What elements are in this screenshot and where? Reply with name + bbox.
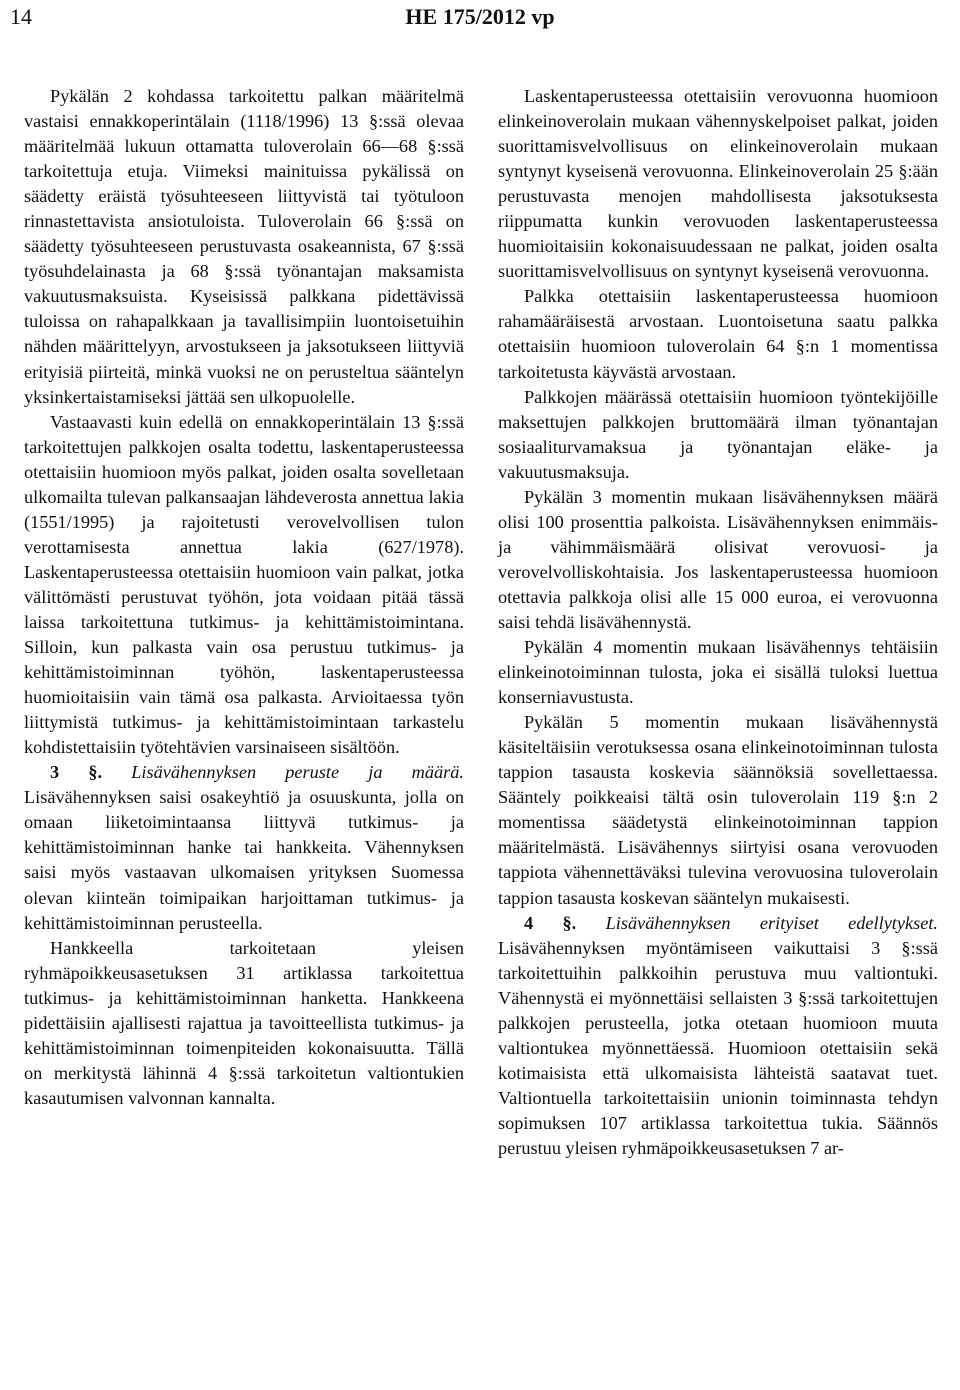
section-3-text: Lisävähennyksen saisi osakeyhtiö ja osuuskunta, jolla on omaan liiketoimintaansa liittyvä tutkimus- ja kehittämistoiminnan hanke tai hankkeita. Vähennyksen saisi myös vastaavan ulkomaisen yrityksen Suomessa olevan kiinteän toimipaikan harjoittaman tutkimus- ja kehittämistoiminnan perusteella. [24,787,464,933]
paragraph-moment-5: Pykälän 5 momentin mukaan lisävähennystä käsiteltäisiin verotuksessa osana elinkeinotoiminnan tulosta tappion tasausta koskevia säännöksiä sovellettaessa. Sääntely poikkeaisi tältä osin tuloverolain 119 §:n 2 momentissa säädetystä elinkeinotoiminnan tappion määritelmästä. Lisävähennys siirtyisi osana verovuoden tappiota vähennettäväksi tulevina verovuosina tuloverolain tappion tasausta koskevan sääntelyn mukaisesti. [498,712,938,908]
page-header [0,0,960,40]
page-number: 14 [10,4,32,29]
section-3-title: Lisävähennyksen peruste ja määrä. [131,762,464,783]
left-column [24,84,464,1111]
section-4-title: Lisävähennyksen erityiset edellytykset. [605,912,938,933]
section-3-paragraph [24,760,464,935]
paragraph-salary-valuation: Palkka otettaisiin laskentaperusteessa huomioon rahamääräisestä arvostaan. Luontoisetuna saatu palkka otettaisiin huomioon tuloverolain 64 §:n 1 momentissa tarkoitetusta käyvästä arvostaan. [498,286,938,382]
section-4-text: Lisävähennyksen myöntämiseen vaikuttaisi 3 §:ssä tarkoitettuihin palkkoihin perustuva muu valtiontuki. Vähennystä ei myönnettäisi sellaisten 3 §:ssä tarkoitettujen palkkojen perusteella, jotka otetaan huomioon muuta valtiontukea myönnettäessä. Huomioon otettaisiin sekä kotimaisista että ulkomaisista lähteistä saatavat tuet. Valtiontuella tarkoitettaisiin unionin toiminnasta tehdyn sopimuksen 107 artiklassa tarkoitettua tukia. Säännös perustuu yleisen ryhmäpoikkeusasetuksen 7 ar- [498,937,938,1158]
paragraph-deductible-salaries: Laskentaperusteessa otettaisiin verovuonna huomioon elinkeinoverolain mukaan vähennyskelpoiset palkat, joiden suorittamisvelvollisuus on elinkeinoverolain mukaan syntynyt kyseisenä verovuonna. Elinkeinoverolain 25 §:ään perustuvasta menojen mahdollisesta jaksotuksesta riippumatta kunkin verovuoden laskentaperusteessa huomioitaisiin kokonaisuudessaan ne palkat, joiden osalta suorittamisvelvollisuus on syntynyt kyseisenä verovuonna. [498,86,938,282]
paragraph-moment-4: Pykälän 4 momentin mukaan lisävähennys tehtäisiin elinkeinotoiminnan tulosta, joka ei sisällä tuloksi luettua konserniavustusta. [498,637,938,708]
paragraph-salary-definition: Pykälän 2 kohdassa tarkoitettu palkan määritelmä vastaisi ennakkoperintälain (1118/1996) 13 §:ssä olevaa määritelmää lukuun ottamatta tuloverolain 66—68 §:ssä tarkoitettuja etuja. Viimeksi mainituissa pykälissä on säädetty eräistä työsuhteeseen liittyvistä tai työtuloon rinnastettavista ansiotuloista. Tuloverolain 66 §:ssä on säädetty työsuhteeseen perustuvasta osakeannista, 67 §:ssä työsuhdelainasta ja 68 §:ssä työnantajan maksamista vakuutusmaksuista. Kyseisissä palkkana pidettävissä tuloissa on rahapalkkaan ja tavallisimpiin luontoisetuihin nähden määrittelyyn, arvostukseen ja jaksotukseen liittyviä erityisiä piirteitä, minkä vuoksi ne on perusteltua sääntelyn yksinkertaistamiseksi jättää sen ulkopuolelle. [24,86,464,407]
paragraph-moment-3: Pykälän 3 momentin mukaan lisävähennyksen määrä olisi 100 prosenttia palkoista. Lisävähennyksen enimmäis- ja vähimmäismäärä olisivat verovuosi- ja verovelvolliskohtaisia. Jos laskentaperusteessa huomioon otettavia palkkoja olisi alle 15 000 euroa, ei verovuonna saisi tehdä lisävähennystä. [498,486,938,632]
section-4-number: 4 §. [524,912,577,933]
paragraph-project-definition: Hankkeella tarkoitetaan yleisen ryhmäpoikkeusasetuksen 31 artiklassa tarkoitettua tutkimus- ja kehittämistoiminnan hanketta. Hankkeena pidettäisiin ajallisesti rajattua ja tavoitteellista tutkimus- ja kehittämistoiminnan toimenpiteiden kokonaisuutta. Tällä on merkitystä lähinnä 4 §:ssä tarkoitetun valtiontukien kasautumisen valvonnan kannalta. [24,937,464,1108]
paragraph-gross-amount: Palkkojen määrässä otettaisiin huomioon työntekijöille maksettujen palkkojen bruttomäärä ilman työnantajan sosiaaliturvamaksua ja työnantajan eläke- ja vakuutusmaksuja. [498,386,938,482]
document-id: HE 175/2012 vp [405,4,555,29]
paragraph-calculation-basis: Vastaavasti kuin edellä on ennakkoperintälain 13 §:ssä tarkoitettujen palkkojen osalta todettu, laskentaperusteessa otettaisiin huomioon myös palkat, joiden osalta sovelletaan ulkomailta tulevan palkansaajan lähdeverosta annettua lakia (1551/1995) ja rajoitetusti verovelvollisen tulon verottamisesta annettua lakia (627/1978). Laskentaperusteessa otettaisiin huomioon vain palkat, jotka välittömästi perustuvat työhön, jota voidaan pitää tässä laissa tarkoitettuna tutkimus- ja kehittämistoimintana. Silloin, kun palkasta vain osa perustuu tutkimus- ja kehittämistoiminnan työhön, laskentaperusteessa huomioitaisiin vain tämä osa palkasta. Arvioitaessa työn liittymistä tutkimus- ja kehittämistoimintaan tarkastelu kohdistettaisiin työtehtävien varsinaiseen sisältöön. [24,411,464,758]
section-4-paragraph [498,911,938,1161]
right-column [498,84,938,1161]
section-3-number: 3 §. [50,762,103,783]
